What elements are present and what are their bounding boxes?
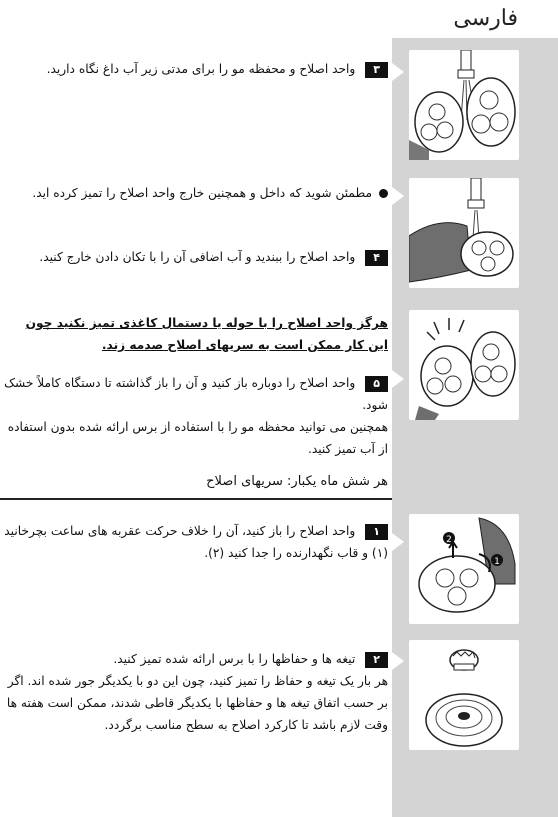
illustration-rinse-closed-unit bbox=[409, 178, 519, 288]
step-text: تیغه ها و حفاظها را با برس ارائه شده تمیز کنید. bbox=[113, 652, 356, 666]
pointer-arrow-3 bbox=[392, 370, 404, 388]
illustration-remove-frame bbox=[409, 514, 519, 624]
step-text: واحد اصلاح را دوباره باز کنید و آن را باز گذاشته تا دستگاه کاملاً خشک شود. bbox=[4, 376, 388, 412]
section-divider bbox=[0, 498, 392, 500]
section-step-2-note bbox=[3, 670, 388, 736]
step-number-badge: ۵ bbox=[365, 376, 388, 392]
section-title: هر شش ماه یکبار: سریهای اصلاح bbox=[206, 474, 388, 489]
callout-1: 1 bbox=[494, 557, 500, 567]
illustration-rinse-open-unit bbox=[409, 50, 519, 160]
illustration-open-unit-drying bbox=[409, 310, 519, 420]
warning-text bbox=[3, 312, 388, 356]
warning-message: هرگز واحد اصلاح را با حوله یا دستمال کاغذی تمیز نکنید چون این کار ممکن است به سریهای اصلاح صدمه زند. bbox=[25, 316, 388, 352]
illustration-cutter-guard bbox=[409, 640, 519, 750]
section-step-2 bbox=[3, 648, 388, 670]
pointer-arrow-2 bbox=[392, 187, 404, 205]
step-4 bbox=[3, 246, 388, 268]
step-number-badge: ۳ bbox=[365, 62, 388, 78]
section-step-1 bbox=[3, 520, 388, 564]
pointer-arrow-1 bbox=[392, 63, 404, 81]
step-text: واحد اصلاح را ببندید و آب اضافی آن را با تکان دادن خارج کنید. bbox=[39, 250, 356, 264]
step-text: واحد اصلاح را باز کنید، آن را خلاف حرکت عقربه های ساعت بچرخانید (۱) و قاب نگهدارنده را جدا کنید (۲). bbox=[4, 524, 388, 560]
step-text: واحد اصلاح و محفظه مو را برای مدتی زیر آب داغ نگاه دارید. bbox=[46, 62, 356, 76]
note-text: همچنین می توانید محفظه مو را با استفاده از برس ارائه شده بدون استفاده از آب تمیز کنید. bbox=[7, 420, 388, 456]
pointer-arrow-4 bbox=[392, 533, 404, 551]
step-number-badge: ۴ bbox=[365, 250, 388, 266]
step-number-badge: ۲ bbox=[365, 652, 388, 668]
note-text: هر بار یک تیغه و حفاظ را تمیز کنید، چون این دو با یکدیگر جور شده اند. اگر بر حسب اتفاق تیغه ها و حفاظها با یکدیگر قاطی شدند، ممکن است هفته ها وقت لازم باشد تا کارکرد اصلاح به سطح مناسب برگردد. bbox=[6, 674, 388, 732]
bullet-text: مطمئن شوید که داخل و همچنین خارج واحد اصلاح را تمیز کرده اید. bbox=[32, 186, 372, 200]
callout-2: 2 bbox=[446, 535, 452, 545]
bullet-clean-inside-outside bbox=[3, 182, 388, 204]
pointer-arrow-5 bbox=[392, 652, 404, 670]
language-label: فارسی bbox=[453, 6, 518, 31]
bullet-dot bbox=[379, 189, 388, 198]
step-3 bbox=[3, 58, 388, 80]
note-brush-clean bbox=[3, 416, 388, 460]
step-number-badge: ۱ bbox=[365, 524, 388, 540]
step-5 bbox=[3, 372, 388, 416]
